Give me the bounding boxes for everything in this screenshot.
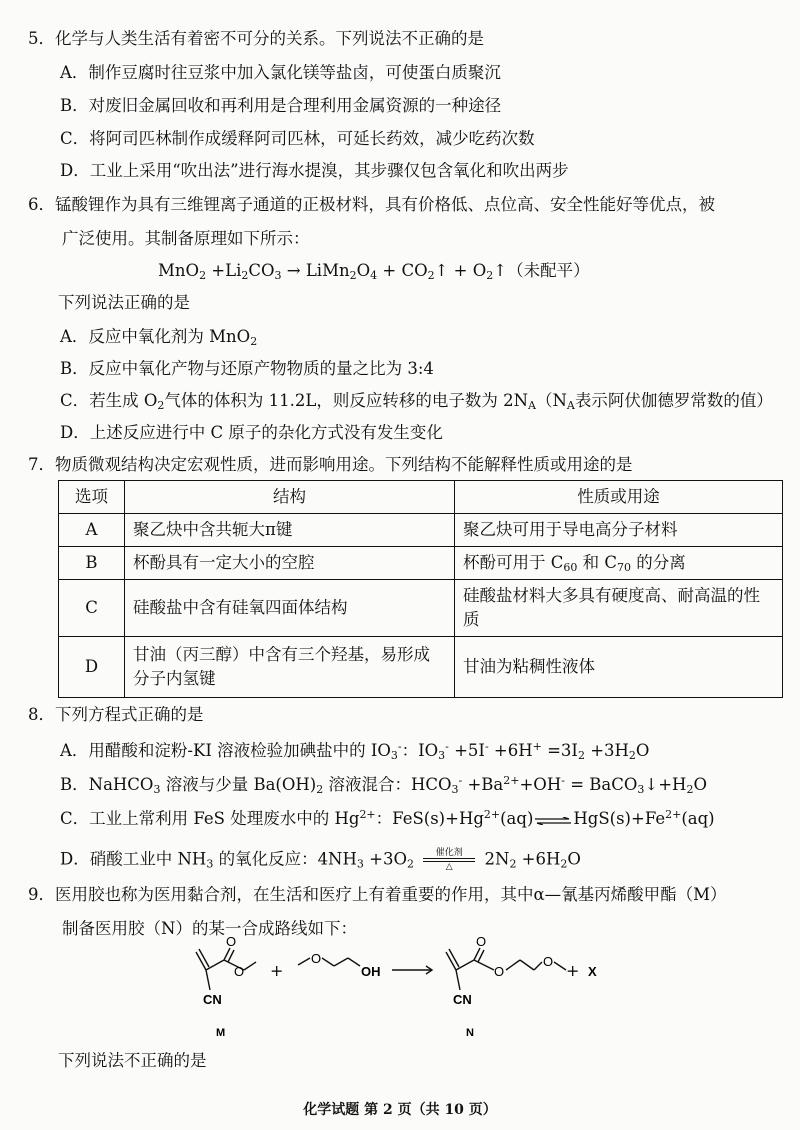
header-structure: 结构 <box>125 481 455 514</box>
catalyst-heat-condition: 催化剂 △ <box>423 848 475 872</box>
atom-o: O <box>543 954 554 969</box>
label-n: N <box>466 1027 474 1039</box>
q6-option-d: D．上述反应进行中 C 原子的杂化方式没有发生变化 <box>60 423 443 442</box>
q7-stem: 7．物质微观结构决定宏观性质，进而影响用途。下列结构不能解释性质或用途的是 <box>28 455 633 474</box>
q5-option-a: A．制作豆腐时往豆浆中加入氯化镁等盐卤，可使蛋白质聚沉 <box>60 63 501 82</box>
row-option: C <box>59 580 125 637</box>
q6-equation-note: （未配平） <box>507 261 590 280</box>
header-option: 选项 <box>59 481 125 514</box>
q5-option-b: B．对废旧金属回收和再利用是合理利用金属资源的一种途径 <box>60 96 502 115</box>
molecule-m <box>196 948 256 990</box>
row-structure: 杯酚具有一定大小的空腔 <box>125 547 455 580</box>
row-use: 甘油为粘稠性液体 <box>455 637 783 698</box>
row-option: B <box>59 547 125 580</box>
q9-stem-line2: 制备医用胶（N）的某一合成路线如下： <box>62 919 357 938</box>
row-use: 聚乙炔可用于导电高分子材料 <box>455 514 783 547</box>
group-cn: CN <box>453 992 472 1007</box>
q5-option-c: C．将阿司匹林制作成缓释阿司匹林，可延长药效，减少吃药次数 <box>60 129 535 148</box>
q8-option-a: A．用醋酸和淀粉-KI 溶液检验加碘盐中的 $IO_3^-$：$IO_3^- +5I^- +6H^+ =3I_2 +3H_2O$ <box>60 740 650 762</box>
row-structure: 硅酸盐中含有硅氧四面体结构 <box>125 580 455 637</box>
header-property: 性质或用途 <box>455 481 783 514</box>
q8-option-d: D．硝酸工业中 $NH_3$ 的氧化反应：$4NH_3 +3O_2$ 催化剂 △ $2N_2 +6H_2O$ <box>60 848 581 872</box>
q6-ask: 下列说法正确的是 <box>58 293 190 312</box>
q6-stem-line2: 广泛使用。其制备原理如下所示： <box>62 229 310 248</box>
atom-o: O <box>226 934 237 949</box>
row-use: 硅酸盐材料大多具有硬度高、耐高温的性质 <box>455 580 783 637</box>
molecule-2-methoxyethanol <box>298 958 360 966</box>
product-x: X <box>588 964 597 979</box>
label-m: M <box>216 1027 226 1039</box>
q9-ask: 下列说法不正确的是 <box>58 1051 207 1070</box>
q8-option-b: B．NaHCO$_3$ 溶液与少量 $Ba(OH)_2$ 溶液混合：$HCO_3^- +Ba^{2+}+OH^-$ = $BaCO_3↓+H_2O$ <box>60 774 707 796</box>
q6-option-b: B．反应中氧化产物与还原产物物质的量之比为 3:4 <box>60 359 434 378</box>
atom-o: O <box>311 951 322 966</box>
plus-sign: + <box>270 961 284 980</box>
q5-stem: 5．化学与人类生活有着密不可分的关系。下列说法不正确的是 <box>28 29 484 48</box>
plus-sign: + <box>566 961 580 980</box>
row-option: A <box>59 514 125 547</box>
q9-stem-line1: 9．医用胶也称为医用黏合剂，在生活和医疗上有着重要的作用，其中α—氰基丙烯酸甲酯（M） <box>28 885 727 904</box>
q6-option-c: C．若生成 $O_2$气体的体积为 11.2L，则反应转移的电子数为 $2N_A(N_A$表示阿伏伽德罗常数的值） <box>60 391 773 412</box>
group-oh: OH <box>361 964 381 979</box>
row-structure: 聚乙炔中含共轭大π键 <box>125 514 455 547</box>
row-structure: 甘油（丙三醇）中含有三个羟基，易形成分子内氢键 <box>125 637 455 698</box>
q5-option-d: D．工业上采用“吹出法”进行海水提溴，其步骤仅包含氧化和吹出两步 <box>60 161 569 180</box>
q6-option-a: A．反应中氧化剂为 MnO$_2$ <box>60 327 258 348</box>
atom-o: O <box>494 964 505 979</box>
atom-o: O <box>234 964 245 979</box>
group-cn: CN <box>203 992 222 1007</box>
row-use: 杯酚可用于 $C_{60}$ 和 $C_{70}$ 的分离 <box>455 547 783 580</box>
row-option: D <box>59 637 125 698</box>
q6-equation: $MnO_2 +Li_2CO_3$ → $LiMn_2O_4$ + $CO_2↑$ + $O_2↑$（未配平） <box>158 261 590 282</box>
q6-stem-line1: 6．锰酸锂作为具有三维锂离子通道的正极材料，具有价格低、点位高、安全性能好等优点，被 <box>28 195 715 214</box>
page-footer: 化学试题 第 2 页（共 10 页） <box>303 1102 497 1118</box>
atom-o: O <box>476 934 487 949</box>
q8-option-c: C．工业上常利用 FeS 处理废水中的 $Hg^{2+}$：$FeS(s)+Hg^{2+}(aq)$ $HgS(s)+Fe^{2+}(aq)$ <box>60 808 715 828</box>
q8-stem: 8．下列方程式正确的是 <box>28 705 204 724</box>
